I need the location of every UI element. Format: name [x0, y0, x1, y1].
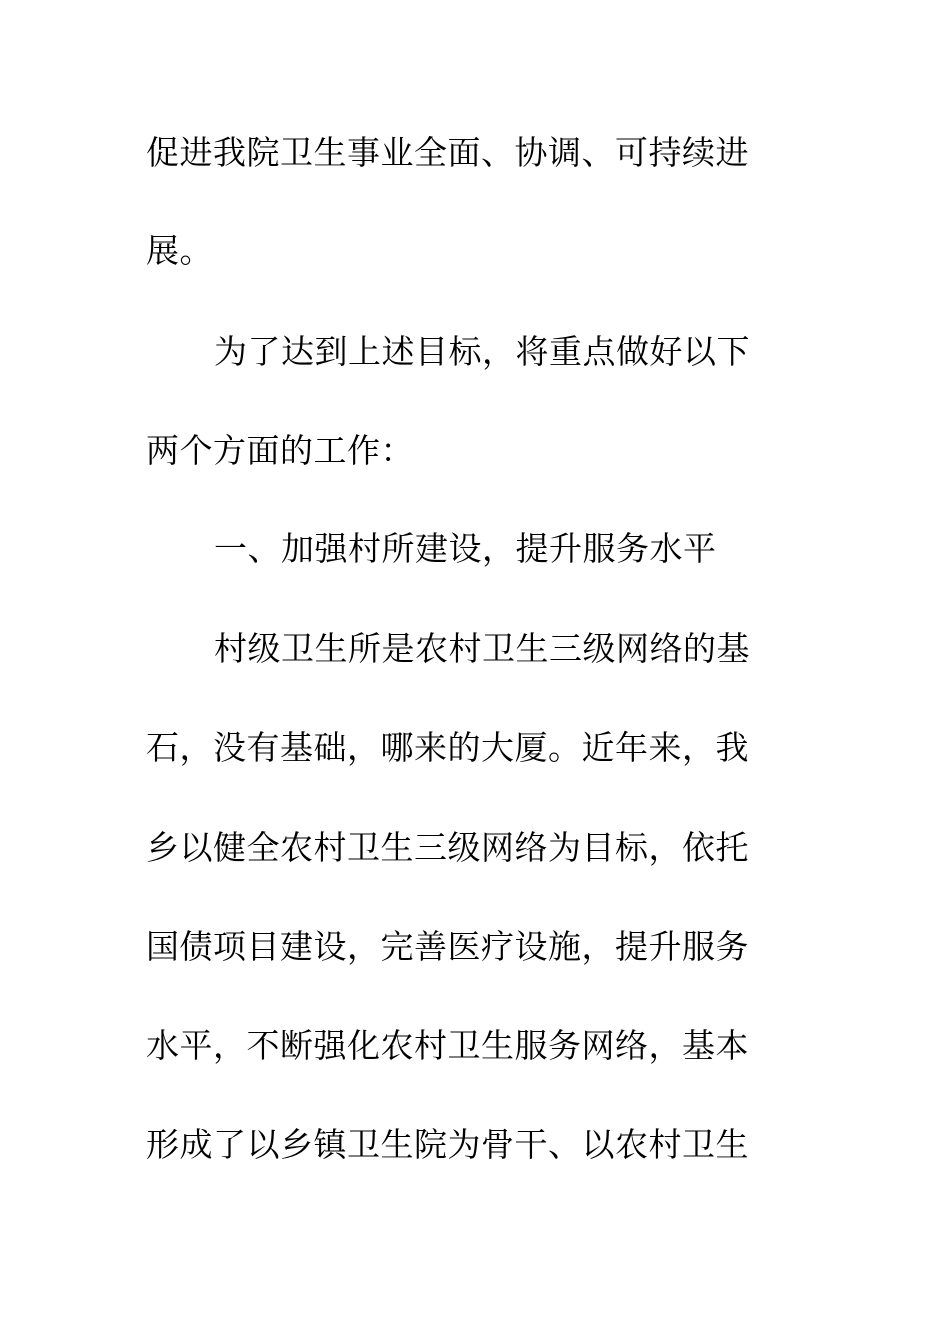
text-line: 水平，不断强化农村卫生服务网络，基本	[146, 1026, 749, 1065]
text-line: 村级卫生所是农村卫生三级网络的基	[214, 629, 750, 668]
section-heading: 一、加强村所建设，提升服务水平	[214, 529, 717, 568]
text-line: 两个方面的工作：	[146, 431, 414, 470]
text-line: 国债项目建设，完善医疗设施，提升服务	[146, 927, 749, 966]
text-line: 形成了以乡镇卫生院为骨干、以农村卫生	[146, 1125, 749, 1164]
text-line: 展。	[146, 231, 213, 270]
text-line: 石，没有基础，哪来的大厦。近年来，我	[146, 728, 749, 767]
text-line: 乡以健全农村卫生三级网络为目标，依托	[146, 828, 749, 867]
text-line: 促进我院卫生事业全面、协调、可持续进	[146, 133, 749, 172]
text-line: 为了达到上述目标，将重点做好以下	[214, 332, 750, 371]
